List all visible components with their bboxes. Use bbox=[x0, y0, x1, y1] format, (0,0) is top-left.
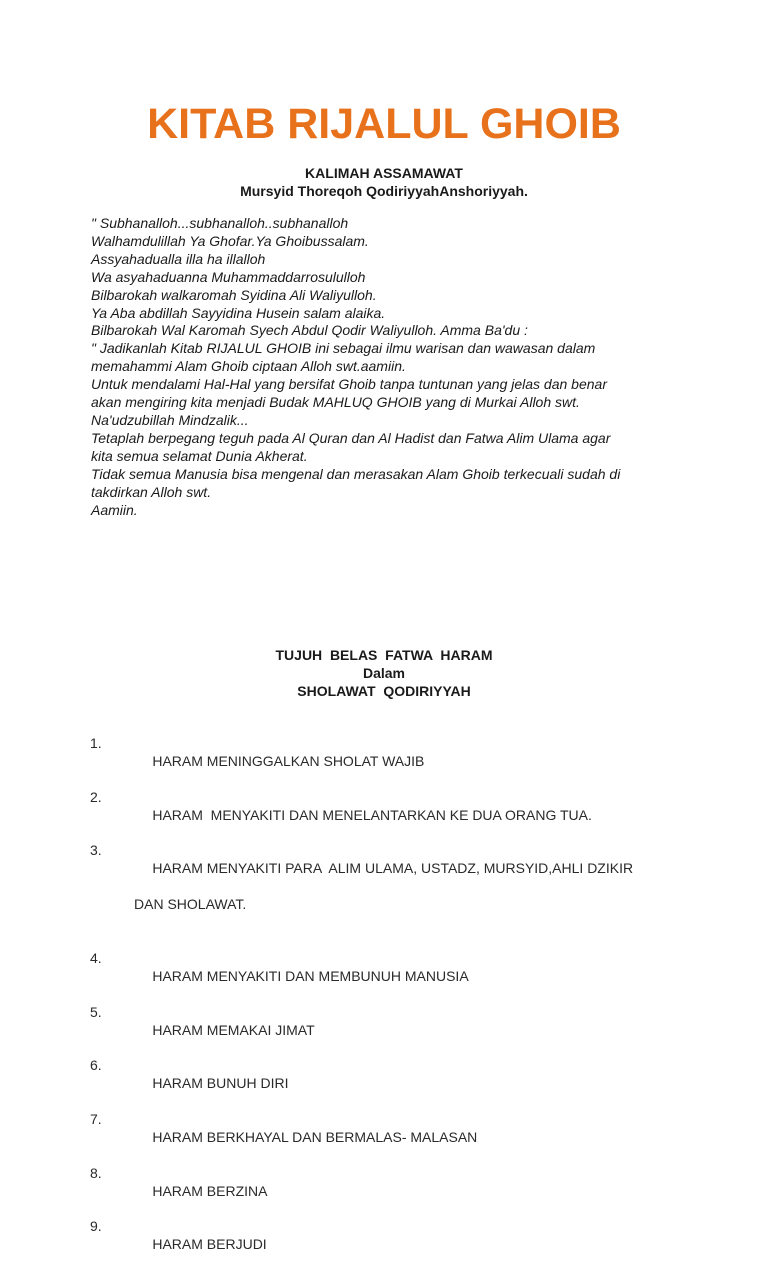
list-item-number: 4. bbox=[90, 949, 102, 966]
intro-line: " Subhanalloh...subhanalloh..subhanalloh bbox=[91, 215, 349, 231]
intro-line: Bilbarokah walkaromah Syidina Ali Waliyulloh. bbox=[91, 286, 377, 303]
fatwa-heading-dalam: Dalam bbox=[362, 665, 406, 681]
list-item-number: 8. bbox=[90, 1164, 102, 1181]
list-item-number: 5. bbox=[90, 1003, 102, 1020]
document-title: KITAB RIJALUL GHOIB bbox=[147, 100, 621, 148]
list-item-number: 1. bbox=[90, 735, 102, 751]
list-item-text: HARAM BERKHAYAL DAN BERMALAS- MALASAN bbox=[152, 1128, 478, 1145]
list-item bbox=[90, 1218, 710, 1272]
list-item bbox=[90, 1165, 710, 1219]
intro-line: Assyahadualla illa ha illalloh bbox=[91, 250, 266, 267]
list-item bbox=[90, 950, 710, 1004]
list-item-text: HARAM BERZINA bbox=[152, 1182, 268, 1199]
subtitle-kalimah: KALIMAH ASSAMAWAT bbox=[305, 165, 463, 181]
intro-line: Tetaplah berpegang teguh pada Al Quran dan Al Hadist dan Fatwa Alim Ulama agar bbox=[91, 429, 611, 446]
list-item bbox=[90, 735, 710, 789]
intro-line: akan mengiring kita menjadi Budak MAHLUQ GHOIB yang di Murkai Alloh swt. bbox=[91, 394, 580, 411]
intro-line: Untuk mendalami Hal-Hal yang bersifat Ghoib tanpa tuntunan yang jelas dan benar bbox=[91, 376, 607, 393]
list-item-continuation: DAN SHOLAWAT. bbox=[134, 896, 247, 913]
list-item-text: HARAM MENYAKITI DAN MEMBUNUH MANUSIA bbox=[152, 967, 469, 984]
list-item-number: 7. bbox=[90, 1111, 102, 1128]
list-item-text: HARAM BERJUDI bbox=[152, 1236, 267, 1253]
fatwa-heading-title: TUJUH BELAS FATWA HARAM bbox=[275, 647, 493, 663]
intro-line: kita semua selamat Dunia Akherat. bbox=[91, 447, 308, 464]
list-item-text: HARAM MENYAKITI DAN MENELANTARKAN KE DUA ORANG TUA. bbox=[152, 806, 592, 823]
intro-line: Tidak semua Manusia bisa mengenal dan merasakan Alam Ghoib terkecuali sudah di bbox=[91, 465, 621, 482]
list-item-text: HARAM MEMAKAI JIMAT bbox=[152, 1021, 315, 1038]
list-item-number: 3. bbox=[90, 842, 102, 859]
list-item bbox=[90, 1004, 710, 1058]
list-item bbox=[90, 1057, 710, 1111]
list-item-text: HARAM MENINGGALKAN SHOLAT WAJIB bbox=[152, 752, 425, 769]
list-item-text: HARAM MENYAKITI PARA ALIM ULAMA, USTADZ, MURSYID,AHLI DZIKIR bbox=[152, 860, 634, 877]
list-item bbox=[90, 842, 710, 949]
list-item-number: 9. bbox=[90, 1218, 102, 1235]
list-item-number: 6. bbox=[90, 1057, 102, 1074]
subtitle-mursyid: Mursyid Thoreqoh QodiriyyahAnshoriyyah. bbox=[240, 183, 528, 199]
list-item bbox=[90, 1111, 710, 1165]
intro-line: Aamiin. bbox=[91, 501, 138, 518]
intro-line: Ya Aba abdillah Sayyidina Husein salam alaika. bbox=[91, 304, 386, 321]
intro-line: memahammi Alam Ghoib ciptaan Alloh swt.aamiin. bbox=[91, 358, 406, 375]
intro-line: " Jadikanlah Kitab RIJALUL GHOIB ini sebagai ilmu warisan dan wawasan dalam bbox=[91, 340, 596, 357]
intro-line: Bilbarokah Wal Karomah Syech Abdul Qodir Waliyulloh. Amma Ba'du : bbox=[91, 322, 528, 339]
fatwa-heading-sholawat: SHOLAWAT QODIRIYYAH bbox=[297, 683, 471, 699]
intro-paragraph bbox=[91, 215, 731, 519]
list-item-number: 2. bbox=[90, 788, 102, 805]
intro-line: Wa asyahaduanna Muhammaddarrosululloh bbox=[91, 268, 366, 285]
fatwa-list bbox=[90, 735, 710, 1272]
list-item-text: HARAM BUNUH DIRI bbox=[152, 1075, 289, 1092]
list-item bbox=[90, 789, 710, 843]
intro-line: Na'udzubillah Mindzalik... bbox=[91, 411, 249, 428]
intro-line: Walhamdulillah Ya Ghofar.Ya Ghoibussalam. bbox=[91, 232, 369, 249]
intro-line: takdirkan Alloh swt. bbox=[91, 483, 212, 500]
